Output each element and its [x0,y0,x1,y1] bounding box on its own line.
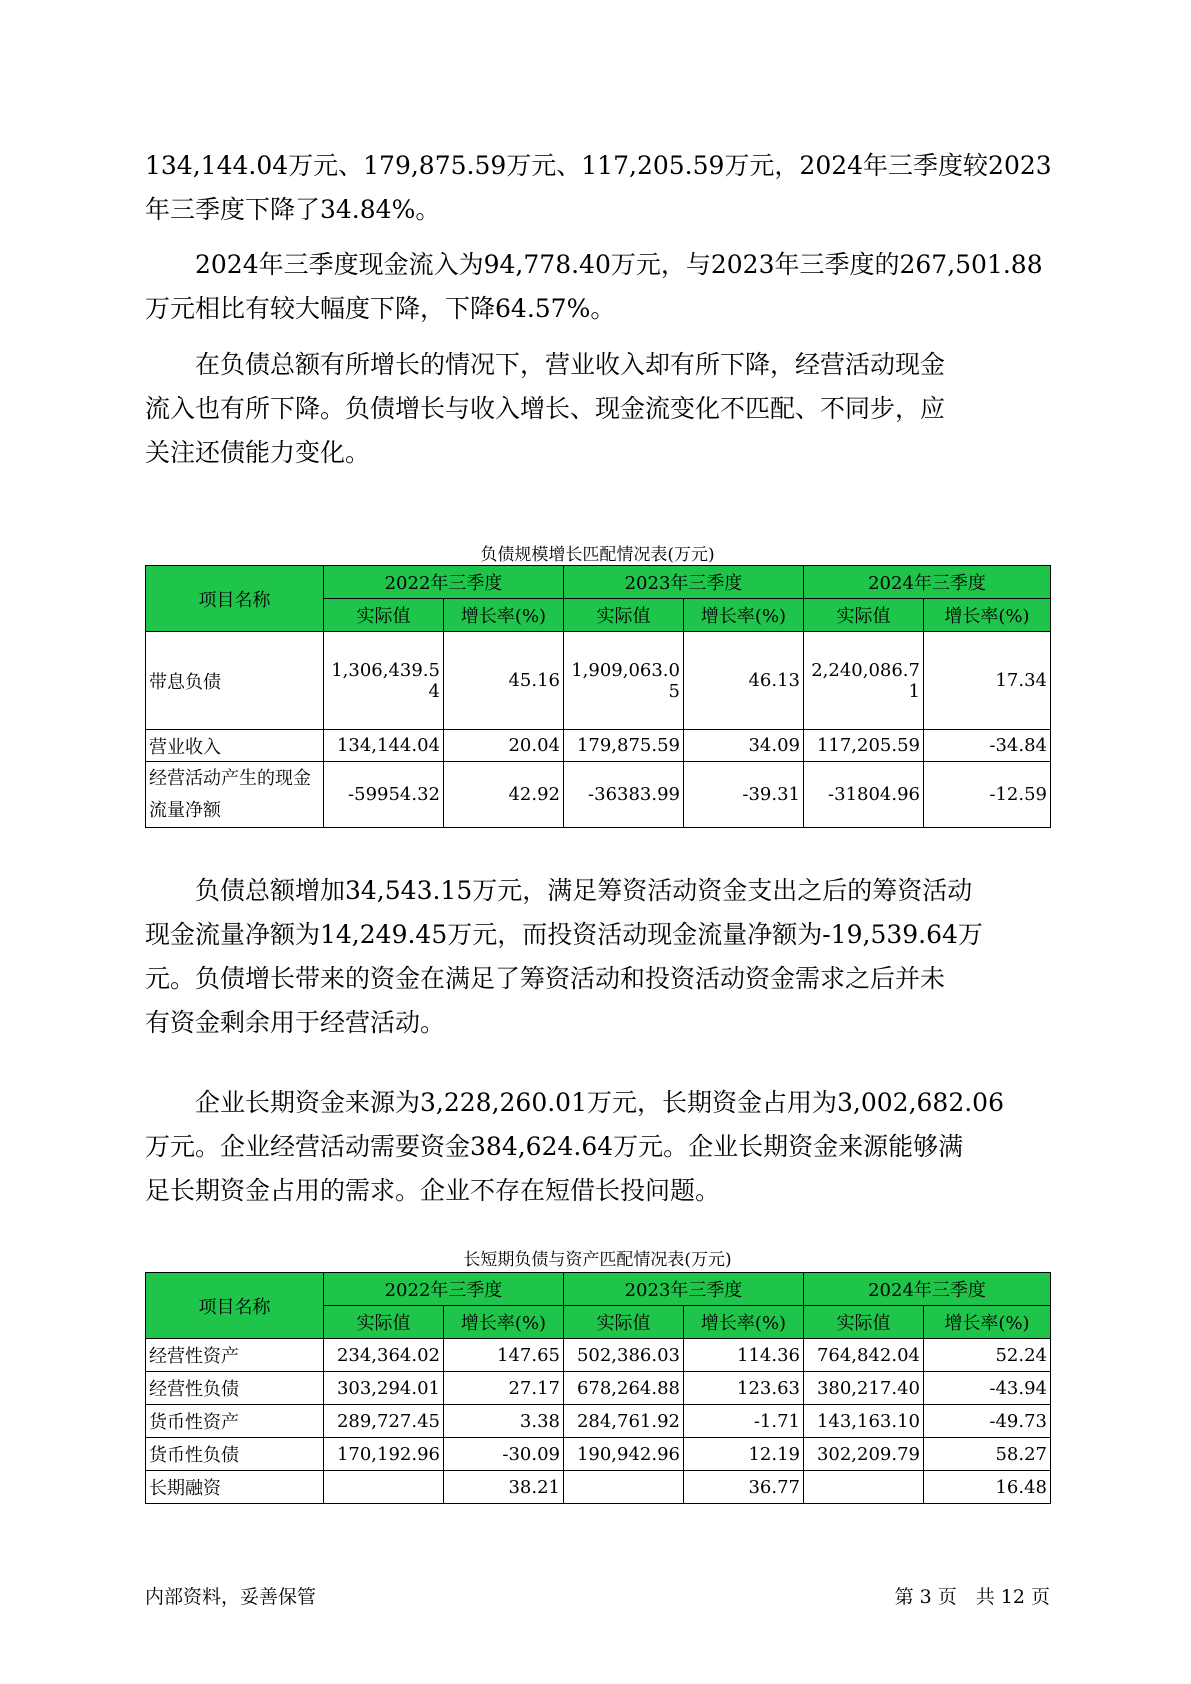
cell-value: 12.19 [684,1438,804,1471]
table-row [146,1471,1051,1504]
cell-value: 58.27 [924,1438,1051,1471]
period-header: 2023年三季度 [564,566,804,599]
debt-growth-table [145,565,1051,828]
text-line: 万元。企业经营活动需要资金384,624.64万元。企业长期资金来源能够满 [145,1132,964,1161]
cell-value: 123.63 [684,1372,804,1405]
footer-page-number: 第 3 页 共 12 页 [894,1586,1050,1608]
cell-value: 234,364.02 [324,1339,444,1372]
cell-value: 36.77 [684,1471,804,1504]
cell-value: 2,240,086.71 [804,632,924,730]
table-row [146,1372,1051,1405]
actual-header: 实际值 [804,599,924,632]
text-line: 万元相比有较大幅度下降，下降64.57%。 [145,294,616,323]
growth-header: 增长率(%) [924,1306,1051,1339]
cell-value: 46.13 [684,632,804,730]
table-row [146,1339,1051,1372]
cell-value: 20.04 [444,730,564,762]
cell-value: -30.09 [444,1438,564,1471]
table1-title: 负债规模增长匹配情况表(万元) [480,545,715,565]
paragraph-2 [145,243,1075,331]
table-row [146,632,1051,730]
growth-header: 增长率(%) [684,1306,804,1339]
footer-confidential-note: 内部资料，妥善保管 [145,1586,317,1608]
cell-value: 16.48 [924,1471,1051,1504]
text-line: 关注还债能力变化。 [145,438,371,467]
period-header: 2024年三季度 [804,1273,1051,1306]
growth-header: 增长率(%) [444,599,564,632]
cell-value: 190,942.96 [564,1438,684,1471]
table-row [146,730,1051,762]
actual-header: 实际值 [324,599,444,632]
text-line: 现金流量净额为14,249.45万元，而投资活动现金流量净额为-19,539.64万 [145,920,983,949]
cell-value: 27.17 [444,1372,564,1405]
cell-value: 117,205.59 [804,730,924,762]
period-header: 2024年三季度 [804,566,1051,599]
cell-value: 52.24 [924,1339,1051,1372]
row-name: 长期融资 [146,1471,324,1504]
paragraph-5 [145,1081,1075,1213]
cell-value: 42.92 [444,762,564,828]
growth-header: 增长率(%) [924,599,1051,632]
cell-value: 170,192.96 [324,1438,444,1471]
cell-value: 678,264.88 [564,1372,684,1405]
long-short-matching-table [145,1272,1051,1504]
table-row [146,1405,1051,1438]
cell-value: -31804.96 [804,762,924,828]
cell-value: -1.71 [684,1405,804,1438]
cell-value: 147.65 [444,1339,564,1372]
row-name: 经营性资产 [146,1339,324,1372]
growth-header: 增长率(%) [444,1306,564,1339]
cell-value: 45.16 [444,632,564,730]
table-row [146,762,1051,828]
text-line: 负债总额增加34,543.15万元，满足筹资活动资金支出之后的筹资活动 [145,876,973,905]
text-line: 足长期资金占用的需求。企业不存在短借长投问题。 [145,1176,721,1205]
paragraph-4 [145,869,1075,1045]
cell-value: 17.34 [924,632,1051,730]
cell-value: 303,294.01 [324,1372,444,1405]
cell-value: 38.21 [444,1471,564,1504]
cell-value: 1,306,439.54 [324,632,444,730]
cell-value: 289,727.45 [324,1405,444,1438]
cell-value: -36383.99 [564,762,684,828]
cell-value: -59954.32 [324,762,444,828]
row-name: 经营活动产生的现金流量净额 [146,762,324,828]
cell-value: -43.94 [924,1372,1051,1405]
cell-value: 134,144.04 [324,730,444,762]
paragraph-1 [145,144,1075,232]
cell-value: -39.31 [684,762,804,828]
cell-value: 302,209.79 [804,1438,924,1471]
text-line: 在负债总额有所增长的情况下，营业收入却有所下降，经营活动现金 [145,350,946,379]
paragraph-3 [145,343,1075,475]
actual-header: 实际值 [564,1306,684,1339]
period-header: 2022年三季度 [324,1273,564,1306]
text-line: 元。负债增长带来的资金在满足了筹资活动和投资活动资金需求之后并未 [145,964,946,993]
cell-value: 502,386.03 [564,1339,684,1372]
text-line: 流入也有所下降。负债增长与收入增长、现金流变化不匹配、不同步，应 [145,394,946,423]
actual-header: 实际值 [804,1306,924,1339]
cell-value: -12.59 [924,762,1051,828]
cell-value: 114.36 [684,1339,804,1372]
row-name: 带息负债 [146,632,324,730]
row-name: 经营性负债 [146,1372,324,1405]
period-header: 2022年三季度 [324,566,564,599]
period-header: 2023年三季度 [564,1273,804,1306]
cell-value [804,1471,924,1504]
item-name-header: 项目名称 [146,566,324,632]
cell-value: 3.38 [444,1405,564,1438]
row-name: 货币性资产 [146,1405,324,1438]
cell-value: 143,163.10 [804,1405,924,1438]
actual-header: 实际值 [564,599,684,632]
item-name-header: 项目名称 [146,1273,324,1339]
text-line: 2024年三季度现金流入为94,778.40万元，与2023年三季度的267,501.88 [145,250,1043,279]
text-line: 企业长期资金来源为3,228,260.01万元，长期资金占用为3,002,682.06 [145,1088,1004,1117]
cell-value: 764,842.04 [804,1339,924,1372]
row-name: 货币性负债 [146,1438,324,1471]
table-row [146,1438,1051,1471]
growth-header: 增长率(%) [684,599,804,632]
cell-value: -49.73 [924,1405,1051,1438]
cell-value: 34.09 [684,730,804,762]
cell-value: 1,909,063.05 [564,632,684,730]
cell-value: -34.84 [924,730,1051,762]
text-line: 134,144.04万元、179,875.59万元、117,205.59万元，2024年三季度较2023 [145,151,1052,180]
cell-value [324,1471,444,1504]
table2-title: 长短期负债与资产匹配情况表(万元) [463,1250,732,1270]
cell-value: 284,761.92 [564,1405,684,1438]
cell-value [564,1471,684,1504]
cell-value: 380,217.40 [804,1372,924,1405]
cell-value: 179,875.59 [564,730,684,762]
actual-header: 实际值 [324,1306,444,1339]
row-name: 营业收入 [146,730,324,762]
text-line: 年三季度下降了34.84%。 [145,195,441,224]
text-line: 有资金剩余用于经营活动。 [145,1008,446,1037]
